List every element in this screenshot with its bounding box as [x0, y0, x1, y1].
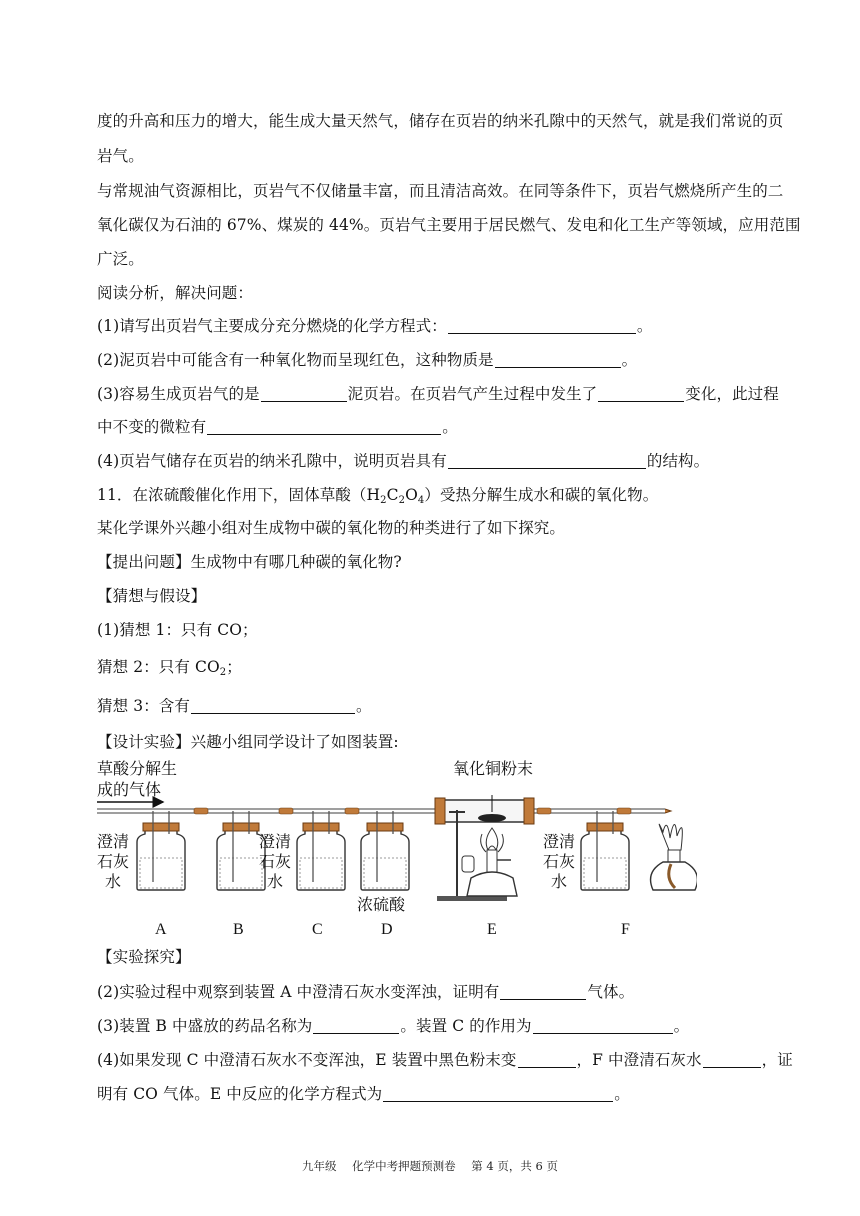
answer-blank[interactable]: [495, 351, 621, 368]
answer-blank[interactable]: [383, 1085, 613, 1102]
section-heading: 【设计实验】兴趣小组同学设计了如图装置:: [97, 733, 399, 751]
footer-grade: 九年级: [301, 1159, 337, 1173]
limewater-label-a2: 石灰: [97, 852, 130, 871]
limewater-label-f2: 石灰: [543, 852, 576, 871]
label-b: B: [233, 921, 244, 938]
label-c: C: [312, 921, 323, 938]
apparatus-e: [435, 795, 534, 901]
paragraph-line: 与常规油气资源相比，页岩气不仅储量丰富，而且清洁高效。在同等条件下，页岩气燃烧所产生的二: [97, 182, 784, 200]
conc-acid-label: 浓硫酸: [357, 895, 406, 914]
answer-blank[interactable]: [448, 452, 646, 469]
page-footer: [0, 1158, 860, 1174]
section-heading: 【实验探究】: [97, 948, 191, 966]
question-4: (4)页岩气储存在页岩的纳米孔隙中，说明页岩具有 的结构。: [97, 452, 710, 470]
answer-blank[interactable]: [261, 385, 347, 402]
question-11: 11．在浓硫酸催化作用下，固体草酸$(H_2C_2O_4)$受热分解生成水和碳的氧化物。: [97, 486, 659, 506]
instruction-line: 阅读分析，解决问题：: [97, 284, 254, 302]
answer-blank[interactable]: [313, 1017, 399, 1034]
footer-paper: 化学中考押题预测卷: [352, 1159, 456, 1173]
inlet-label-line1: 草酸分解生: [97, 759, 178, 778]
section-heading: 【提出问题】生成物中有哪几种碳的氧化物?: [97, 553, 402, 571]
limewater-label-c1: 澄清: [259, 832, 292, 851]
limewater-label-a1: 澄清: [97, 832, 130, 851]
bottle-d: [361, 811, 409, 890]
limewater-label-a3: 水: [105, 872, 122, 891]
paragraph-line: 度的升高和压力的增大，能生成大量天然气，储存在页岩的纳米孔隙中的天然气，就是我们常说的页: [97, 112, 784, 130]
bottle-c: [297, 811, 345, 890]
answer-blank[interactable]: [207, 418, 441, 435]
label-f: F: [621, 921, 630, 938]
label-d: D: [381, 921, 393, 938]
paragraph-line: 广泛。: [97, 250, 144, 268]
question-3: (3)容易生成页岩气的是 泥页岩。在页岩气产生过程中发生了 变化，此过程: [97, 385, 779, 403]
answer-blank[interactable]: [703, 1051, 761, 1068]
alcohol-lamp: [651, 809, 697, 890]
inlet-label-line2: 成的气体: [97, 780, 162, 799]
answer-blank[interactable]: [533, 1017, 673, 1034]
section-heading: 【猜想与假设】: [97, 587, 207, 605]
answer-blank[interactable]: [191, 697, 355, 714]
label-a: A: [155, 921, 167, 938]
answer-blank[interactable]: [500, 983, 586, 1000]
exploration-3: (3)装置 B 中盛放的药品名称为 。装置 C 的作用为 。: [97, 1017, 690, 1035]
exploration-2: (2)实验过程中观察到装置 A 中澄清石灰水变浑浊，证明有 气体。: [97, 983, 635, 1001]
bottle-b: [217, 811, 265, 890]
apparatus-diagram: [97, 750, 697, 945]
hypothesis-3: 猜想 3：含有 。: [97, 697, 372, 715]
upper-connecting-tube: [97, 809, 442, 813]
limewater-label-c2: 石灰: [259, 852, 292, 871]
question-3-cont: 中不变的微粒有 。: [97, 418, 458, 436]
answer-blank[interactable]: [598, 385, 684, 402]
limewater-label-c3: 水: [267, 872, 284, 891]
question-2: (2)泥页岩中可能含有一种氧化物而呈现红色，这种物质是 。: [97, 351, 638, 369]
cuo-label: 氧化铜粉末: [453, 759, 534, 778]
label-e: E: [487, 921, 497, 938]
cuo-powder: [478, 814, 506, 822]
footer-page-number: 第 4 页，共 6 页: [471, 1159, 559, 1173]
hypothesis-2: 猜想 2：只有 $CO_2$；: [97, 658, 242, 678]
limewater-label-f1: 澄清: [543, 832, 576, 851]
answer-blank[interactable]: [518, 1051, 576, 1068]
exploration-4: (4)如果发现 C 中澄清石灰水不变浑浊，E 装置中黑色粉末变 ，F 中澄清石灰水 ，证: [97, 1051, 793, 1069]
paragraph-line: 某化学课外兴趣小组对生成物中碳的氧化物的种类进行了如下探究。: [97, 519, 566, 537]
limewater-label-f3: 水: [551, 872, 568, 891]
bottle-f: [581, 811, 629, 890]
exploration-4-cont: 明有 CO 气体。E 中反应的化学方程式为 。: [97, 1085, 630, 1103]
answer-blank[interactable]: [448, 317, 636, 334]
paragraph-line: 岩气。: [97, 147, 144, 165]
hypothesis-1: (1)猜想 1：只有 CO；: [97, 621, 258, 639]
bottle-a: [137, 811, 185, 890]
question-1: (1)请写出页岩气主要成分充分燃烧的化学方程式： 。: [97, 317, 653, 335]
paragraph-line: 氧化碳仅为石油的 67%、煤炭的 44%。页岩气主要用于居民燃气、发电和化工生产等领域，应用范围: [97, 216, 801, 234]
